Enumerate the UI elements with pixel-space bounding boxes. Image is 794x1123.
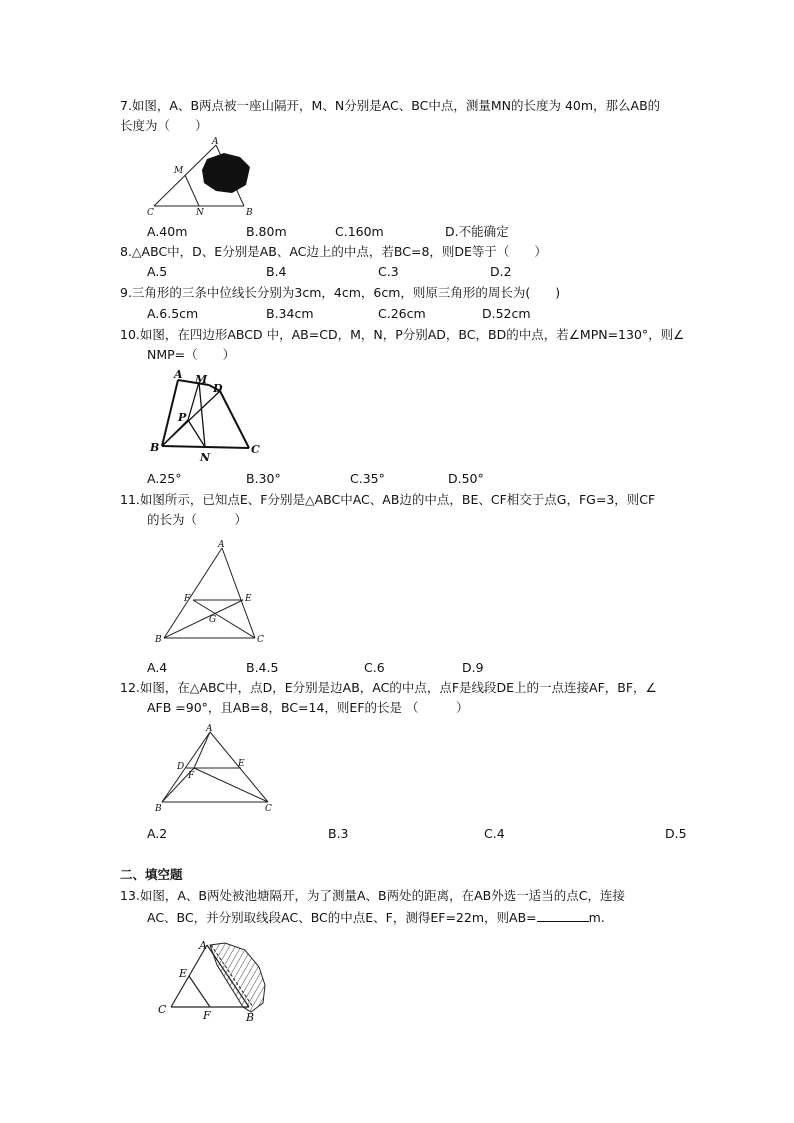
q12-option-d[interactable]: D.5 [665, 826, 687, 841]
q7-option-a[interactable]: A.40m [147, 224, 188, 239]
q7-stem-line1: 7.如图，A、B两点被一座山隔开，M、N分别是AC、BC中点，测量MN的长度为 40m，那么AB的 [120, 98, 661, 113]
q10-label-d: D [213, 382, 223, 395]
q12-option-b[interactable]: B.3 [328, 826, 349, 841]
q12-label-d: D [177, 762, 185, 772]
q10-option-d[interactable]: D.50° [448, 471, 484, 486]
q11-label-g: G [209, 615, 217, 625]
q9-option-b[interactable]: B.34cm [266, 306, 314, 321]
q11-label-c: C [257, 635, 264, 645]
q10-stem-line2: NMP=（ ） [147, 347, 236, 362]
section-title: 二、填空题 [120, 867, 183, 882]
q13-label-f: F [203, 1009, 211, 1022]
q10-option-b[interactable]: B.30° [246, 471, 281, 486]
q7-label-a: A [212, 137, 219, 147]
q13-stem-line2 [147, 909, 605, 926]
q13-label-b: B [246, 1011, 255, 1024]
q10-label-c: C [251, 443, 260, 456]
q11-option-b[interactable]: B.4.5 [246, 660, 279, 675]
q7-option-d[interactable]: D.不能确定 [445, 224, 509, 239]
q12-label-b: B [155, 804, 162, 814]
q7-label-m: M [174, 166, 184, 176]
q12-option-c[interactable]: C.4 [484, 826, 505, 841]
q10-option-c[interactable]: C.35° [350, 471, 385, 486]
q13-label-e: E [179, 967, 188, 980]
q7-option-b[interactable]: B.80m [246, 224, 287, 239]
q10-option-a[interactable]: A.25° [147, 471, 182, 486]
q7-stem-line2: 长度为（ ） [120, 118, 208, 133]
q12-label-a: A [206, 724, 213, 734]
q12-label-c: C [265, 804, 272, 814]
pond-shape [210, 943, 265, 1012]
q11-stem-line1: 11.如图所示，已知点E、F分别是△ABC中AC、AB边的中点，BE、CF相交于点G，FG=3，则CF [120, 492, 656, 507]
q7-label-n: N [196, 208, 204, 217]
q11-stem-line2: 的长为（ ） [147, 512, 248, 527]
q10-label-p: P [178, 411, 187, 424]
q10-stem-line1: 10.如图，在四边形ABCD 中，AB=CD，M，N，P分别AD，BC，BD的中点，若∠MPN=130°，则∠ [120, 327, 685, 342]
q9-option-c[interactable]: C.26cm [378, 306, 426, 321]
q11-label-b: B [155, 635, 162, 645]
q12-label-f: F [188, 771, 195, 781]
q13-unit: m. [588, 910, 605, 925]
q8-option-b[interactable]: B.4 [266, 264, 287, 279]
q13-figure [155, 935, 280, 1027]
q7-label-c: C [147, 208, 154, 217]
q8-option-d[interactable]: D.2 [490, 264, 512, 279]
q11-label-f: F [184, 594, 191, 604]
q11-option-d[interactable]: D.9 [462, 660, 484, 675]
q8-stem: 8.△ABC中，D、E分别是AB、AC边上的中点，若BC=8，则DE等于（ ） [120, 244, 547, 259]
q9-option-d[interactable]: D.52cm [482, 306, 531, 321]
q13-stem-line1: 13.如图，A、B两处被池塘隔开，为了测量A、B两处的距离，在AB外选一适当的点C，连接 [120, 888, 625, 903]
q11-label-e: E [245, 594, 252, 604]
q12-figure [150, 722, 280, 814]
q11-figure [150, 538, 275, 648]
q7-figure [144, 135, 264, 217]
answer-blank[interactable] [537, 909, 589, 922]
q13-label-c: C [158, 1003, 167, 1016]
q12-option-a[interactable]: A.2 [147, 826, 168, 841]
q11-option-a[interactable]: A.4 [147, 660, 168, 675]
q11-option-c[interactable]: C.6 [364, 660, 385, 675]
q12-stem-line2: AFB =90°，且AB=8，BC=14，则EF的长是 （ ） [147, 700, 469, 715]
q11-label-a: A [218, 540, 225, 550]
q10-figure [145, 365, 270, 465]
q10-label-a: A [174, 368, 183, 381]
q10-label-m: M [195, 373, 208, 386]
q10-label-n: N [200, 451, 211, 464]
q8-option-c[interactable]: C.3 [378, 264, 399, 279]
q12-label-e: E [238, 759, 245, 769]
q13-label-a: A [199, 939, 207, 952]
q8-option-a[interactable]: A.5 [147, 264, 168, 279]
q9-option-a[interactable]: A.6.5cm [147, 306, 199, 321]
q10-label-b: B [150, 441, 160, 454]
q7-option-c[interactable]: C.160m [335, 224, 384, 239]
q9-stem: 9.三角形的三条中位线长分别为3cm，4cm，6cm，则原三角形的周长为( ) [120, 285, 561, 300]
q13-stem-text: AC、BC，并分别取线段AC、BC的中点E、F，测得EF=22m，则AB= [147, 910, 537, 925]
q12-stem-line1: 12.如图，在△ABC中，点D，E分别是边AB，AC的中点，点F是线段DE上的一点连接AF，BF，∠ [120, 680, 657, 695]
q7-label-b: B [246, 208, 253, 217]
